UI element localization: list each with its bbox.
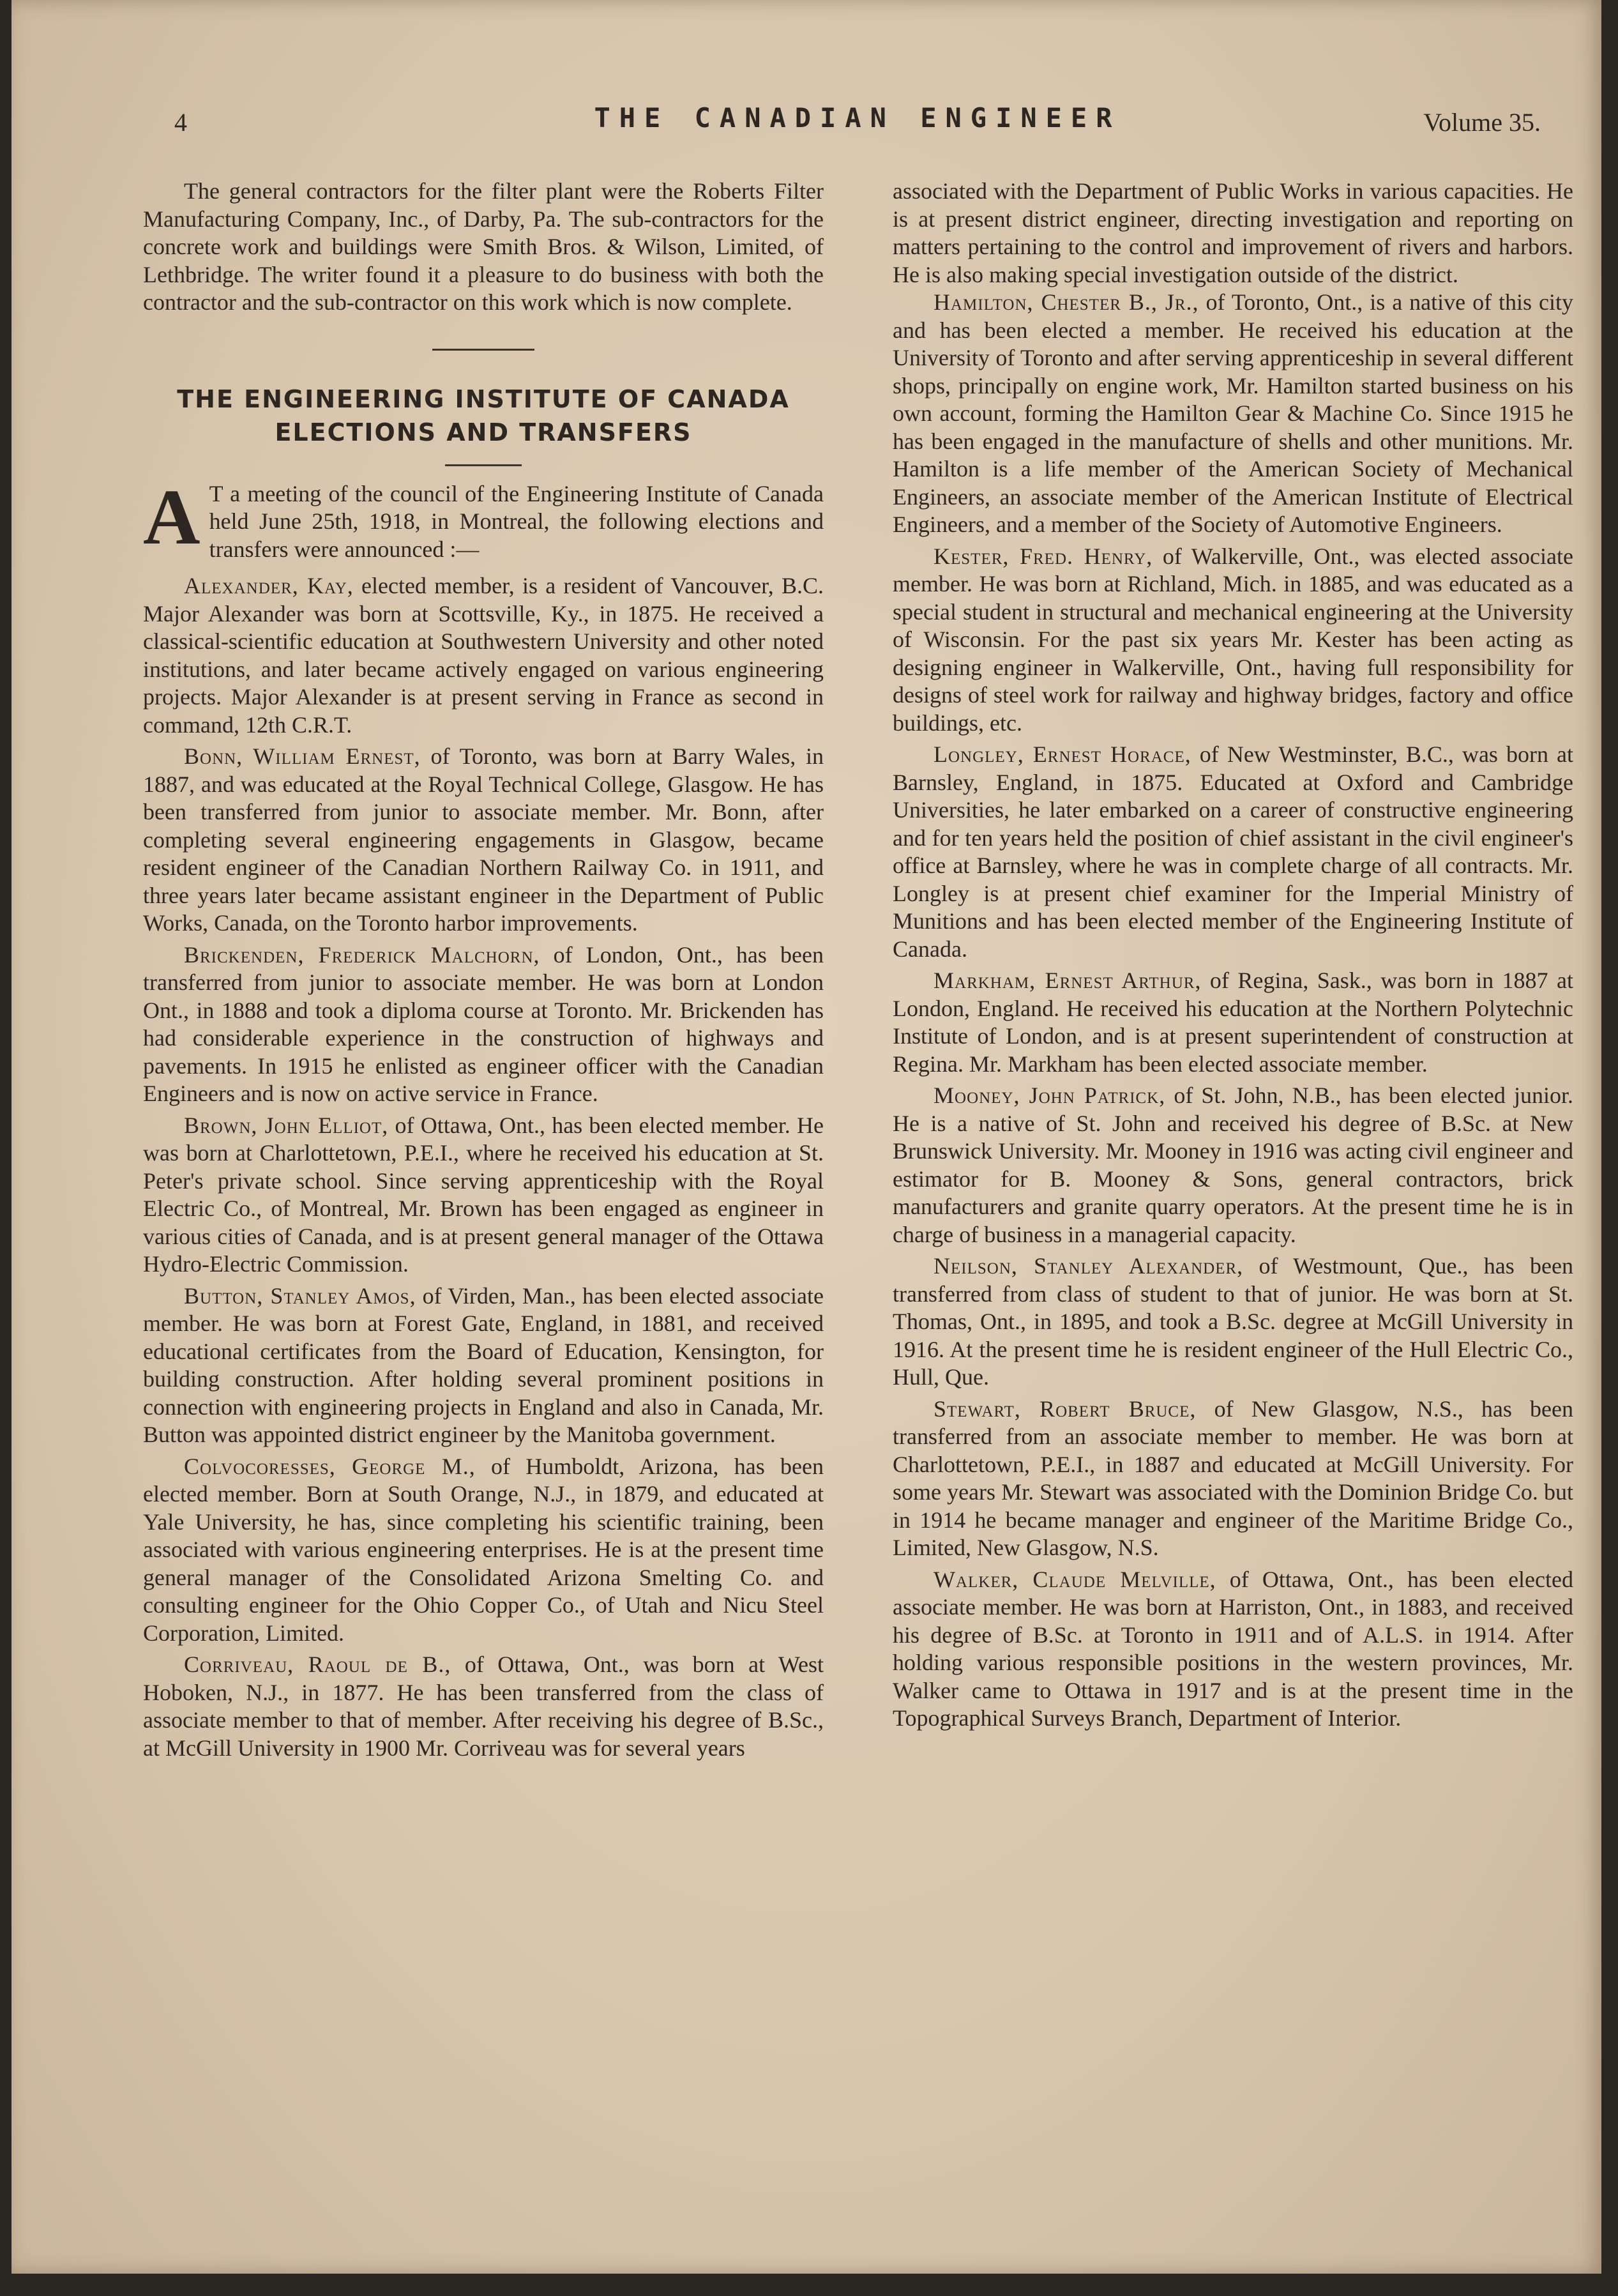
entry-text: of New Westminster, B.C., was born at Barnsley, England, in 1875. Educated at Oxford and Cambridge Universities, he later embarked on a career of constructive engineering and for ten years held the position of chief assistant in the civil engineer's office at Barnsley, where he was in complete charge of all contracts. Mr. Longley is at present chief examiner for the Imperial Ministry of Munitions and has been elected member of the Engineering Institute of Canada.	[893, 741, 1573, 962]
page-number: 4	[174, 108, 187, 137]
entry-paragraph	[893, 543, 1573, 738]
entry-text: of Ottawa, Ont., was born at West Hoboken, N.J., in 1877. He has been transferred from the class of associate member to that of member. After receiving his degree of B.Sc., at McGill University in 1900 Mr. Corriveau was for several years	[143, 1652, 824, 1761]
entry-paragraph	[893, 1082, 1573, 1249]
intro-paragraph: The general contractors for the filter plant were the Roberts Filter Manufacturing Company, Inc., of Darby, Pa. The sub-contractors for the concrete work and buildings were Smith Bros. & Wilson, Limited, of Lethbridge. The writer found it a pleasure to do business with both the contractor and the sub-contractor on this work which is now complete.	[143, 178, 824, 315]
entry-name: Longley, Ernest Horace,	[934, 741, 1191, 767]
right-column	[893, 178, 1573, 1733]
entry-text: of Ottawa, Ont., has been elected associate member. He was born at Harriston, Ont., in 1883, and received his degree of B.Sc. at Toronto in 1911 and of A.L.S. in 1914. After holding various responsible positions in the western provinces, Mr. Walker came to Ottawa in 1917 and is at the present time in the Topographical Surveys Branch, Department of Interior.	[893, 1566, 1573, 1731]
article-title-line-1: THE ENGINEERING INSTITUTE OF CANADA	[177, 384, 790, 413]
left-column	[143, 178, 824, 1762]
entry-name: Neilson, Stanley Alexander,	[934, 1253, 1244, 1279]
entry-text: of Virden, Man., has been elected associate member. He was born at Forest Gate, England, in 1881, and received educational certificates from the Board of Education, Kensington, for building construction. After holding several prominent positions in connection with engineering projects in England and also in Canada, Mr. Button was appointed district engineer by the Manitoba government.	[143, 1282, 824, 1447]
entry-text: elected member, is a resident of Vancouver, B.C. Major Alexander was born at Scottsville, Ky., in 1875. He received a classical-scientific education at Southwestern University and other noted institutions, and later became actively engaged on various engineering projects. Major Alexander is at present serving in France as second in command, 12th C.R.T.	[143, 573, 824, 738]
entry-text: of Ottawa, Ont., has been elected member. He was born at Charlottetown, P.E.I., where he received his education at St. Peter's private school. Since serving apprenticeship with the Royal Electric Co., of Montreal, Mr. Brown has been engaged as engineer in various cities of Canada, and is at present general manager of the Ottawa Hydro-Electric Commission.	[143, 1112, 824, 1277]
entry-paragraph	[893, 1566, 1573, 1733]
entry-name: Kester, Fred. Henry,	[934, 543, 1153, 569]
entry-paragraph	[893, 1395, 1573, 1562]
entry-name: Mooney, John Patrick,	[934, 1083, 1166, 1108]
entry-paragraph	[143, 941, 824, 1108]
entry-name: Alexander, Kay,	[184, 573, 354, 598]
entry-text: of Toronto, was born at Barry Wales, in 1887, and was educated at the Royal Technical College, Glasgow. He has been transferred from junior to associate member. Mr. Bonn, after completing several engineering engagements in Glasgow, became resident engineer of the Canadian Northern Railway Co. in 1911, and three years later became assistant engineer in the Department of Public Works, Canada, on the Toronto harbor improvements.	[143, 743, 824, 936]
article-title-line-2: ELECTIONS AND TRANSFERS	[275, 418, 692, 446]
lead-text: T a meeting of the council of the Engineering Institute of Canada held June 25th, 1918, in Montreal, the following elections and transfers were announced :—	[209, 480, 824, 562]
entry-text: of London, Ont., has been transferred from junior to associate member. He was born at London Ont., in 1888 and took a diploma course at Toronto. Mr. Brickenden has had considerable experience in the construction of highways and pavements. In 1915 he enlisted as engineer officer with the Canadian Engineers and is now on active service in France.	[143, 941, 824, 1106]
entry-paragraph	[143, 572, 824, 739]
journal-title: THE CANADIAN ENGINEER	[594, 102, 1121, 133]
document-page	[11, 0, 1601, 2274]
entry-text: of St. John, N.B., has been elected junior. He is a native of St. John and received his degree of B.Sc. at New Brunswick University. Mr. Mooney in 1916 was acting civil engineer and estimator for B. Mooney & Sons, general contractors, brick manufacturers and granite quarry operators. At the present time he is in charge of business in a managerial capacity.	[893, 1083, 1573, 1247]
section-divider	[432, 349, 534, 351]
entry-text: of Walkerville, Ont., was elected associate member. He was born at Richland, Mich. in 1885, and was educated as a special student in structural and mechanical engineering at the University of Wisconsin. For the past six years Mr. Kester has been acting as designing engineer in Walkerville, Ont., having full responsibility for designs of steel work for railway and highway bridges, factory and office buildings, etc.	[893, 543, 1573, 736]
entry-text: of New Glasgow, N.S., has been transferred from an associate member to member. He was born at Charlottetown, P.E.I., in 1887 and educated at McGill University. For some years Mr. Stewart was associated with the Dominion Bridge Co. but in 1914 he became manager and engineer of the Maritime Bridge Co., Limited, New Glasgow, N.S.	[893, 1395, 1574, 1560]
article-title	[143, 383, 824, 449]
entry-name: Brickenden, Frederick Malchorn,	[184, 941, 540, 968]
entry-name: Stewart, Robert Bruce,	[934, 1395, 1197, 1422]
entry-name: Hamilton, Chester B., Jr.,	[934, 289, 1199, 315]
entry-name: Markham, Ernest Arthur,	[934, 968, 1202, 993]
entry-paragraph	[143, 1112, 824, 1279]
entry-paragraph	[143, 1282, 824, 1449]
continuation-paragraph: associated with the Department of Public Works in various capacities. He is at present district engineer, directing investigation and reporting on matters pertaining to the control and improvement of rivers and harbors. He is also making special investigation outside of the district.	[893, 178, 1573, 287]
entry-text: of Toronto, Ont., is a native of this city and has been elected a member. He received his education at the University of Toronto and after serving apprenticeship in several different shops, principally on engine work, Mr. Hamilton started business on his own account, forming the Hamilton Gear & Machine Co. Since 1915 he has been engaged in the manufacture of shells and other munitions. Mr. Hamilton is a life member of the American Society of Mechanical Engineers, an associate member of the American Institute of Electrical Engineers, and a member of the Society of Automotive Engineers.	[893, 289, 1573, 537]
volume-label: Volume 35.	[1423, 108, 1541, 137]
entry-name: Colvocoresses, George M.,	[184, 1453, 476, 1479]
entry-text: of Regina, Sask., was born in 1887 at London, England. He received his education at the Northern Polytechnic Institute of London, and is at present superintendent of construction at Regina. Mr. Markham has been elected associate member.	[893, 968, 1573, 1077]
entry-paragraph	[893, 741, 1573, 963]
entry-paragraph	[143, 1651, 824, 1762]
entry-name: Corriveau, Raoul de B.,	[184, 1652, 451, 1677]
entry-text: of Westmount, Que., has been transferred from class of student to that of junior. He was born at St. Thomas, Ont., in 1895, and took a B.Sc. degree at McGill University in 1916. At the present time he is resident engineer of the Hull Electric Co., Hull, Que.	[893, 1253, 1573, 1390]
entry-paragraph	[893, 967, 1573, 1078]
entry-name: Button, Stanley Amos,	[184, 1282, 416, 1309]
title-underline	[445, 464, 522, 466]
entry-paragraph	[143, 1453, 824, 1648]
entry-paragraph	[893, 1252, 1573, 1392]
page-header	[174, 102, 1541, 141]
drop-cap: A	[143, 473, 200, 561]
entry-paragraph	[893, 289, 1573, 539]
lead-paragraph	[143, 473, 824, 564]
entry-name: Brown, John Elliot,	[184, 1112, 389, 1138]
entry-name: Walker, Claude Melville,	[934, 1566, 1216, 1592]
entry-text: of Humboldt, Arizona, has been elected member. Born at South Orange, N.J., in 1879, and educated at Yale University, he has, since completing his scientific training, been associated with various engineering enterprises. He is at the present time general manager of the Consolidated Arizona Smelting Co. and consulting engineer for the Ohio Copper Co., of Utah and Nicu Steel Corporation, Limited.	[143, 1453, 824, 1646]
entry-paragraph	[143, 743, 824, 938]
entry-name: Bonn, William Ernest,	[184, 743, 421, 769]
